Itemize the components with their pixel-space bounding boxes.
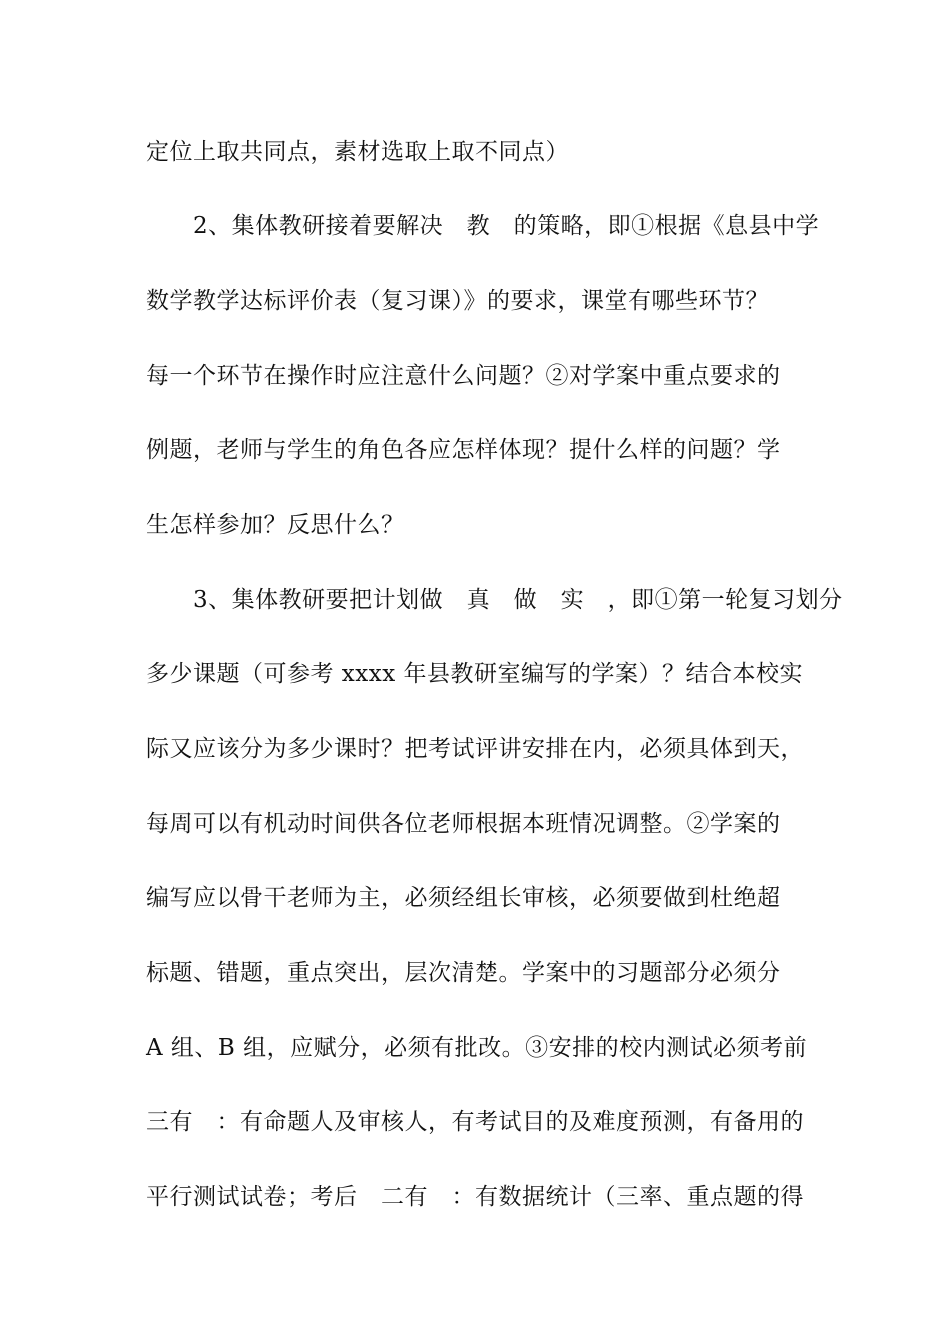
text-line: 每周可以有机动时间供各位老师根据本班情况调整。②学案的 (146, 811, 781, 837)
text-line: 际又应该分为多少课时？把考试评讲安排在内，必须具体到天， (146, 736, 804, 762)
text-line: 三有 ：有命题人及审核人，有考试目的及难度预测，有备用的 (146, 1109, 804, 1135)
text-line: 生怎样参加？反思什么？ (146, 512, 405, 538)
text-line: 例题，老师与学生的角色各应怎样体现？提什么样的问题？学 (146, 437, 781, 463)
text-line: 3、集体教研要把计划做 真 做 实 ，即①第一轮复习划分 (146, 587, 843, 613)
text-line: 定位上取共同点，素材选取上取不同点） (146, 139, 569, 165)
text-line: 标题、错题，重点突出，层次清楚。学案中的习题部分必须分 (146, 960, 781, 986)
text-line: 平行测试试卷；考后 二有 ：有数据统计（三率、重点题的得 (146, 1184, 804, 1210)
text-line: 每一个环节在操作时应注意什么问题？②对学案中重点要求的 (146, 363, 781, 389)
text-line: 多少课题（可参考 xxxx 年县教研室编写的学案）？结合本校实 (146, 661, 804, 687)
text-line: 编写应以骨干老师为主，必须经组长审核，必须要做到杜绝超 (146, 885, 781, 911)
text-line: 数学教学达标评价表（复习课）》的要求，课堂有哪些环节？ (146, 288, 769, 314)
text-line: 2、集体教研接着要解决 教 的策略，即①根据《息县中学 (146, 213, 820, 239)
text-line: A 组、B 组，应赋分，必须有批改。③安排的校内测试必须考前 (146, 1035, 808, 1061)
